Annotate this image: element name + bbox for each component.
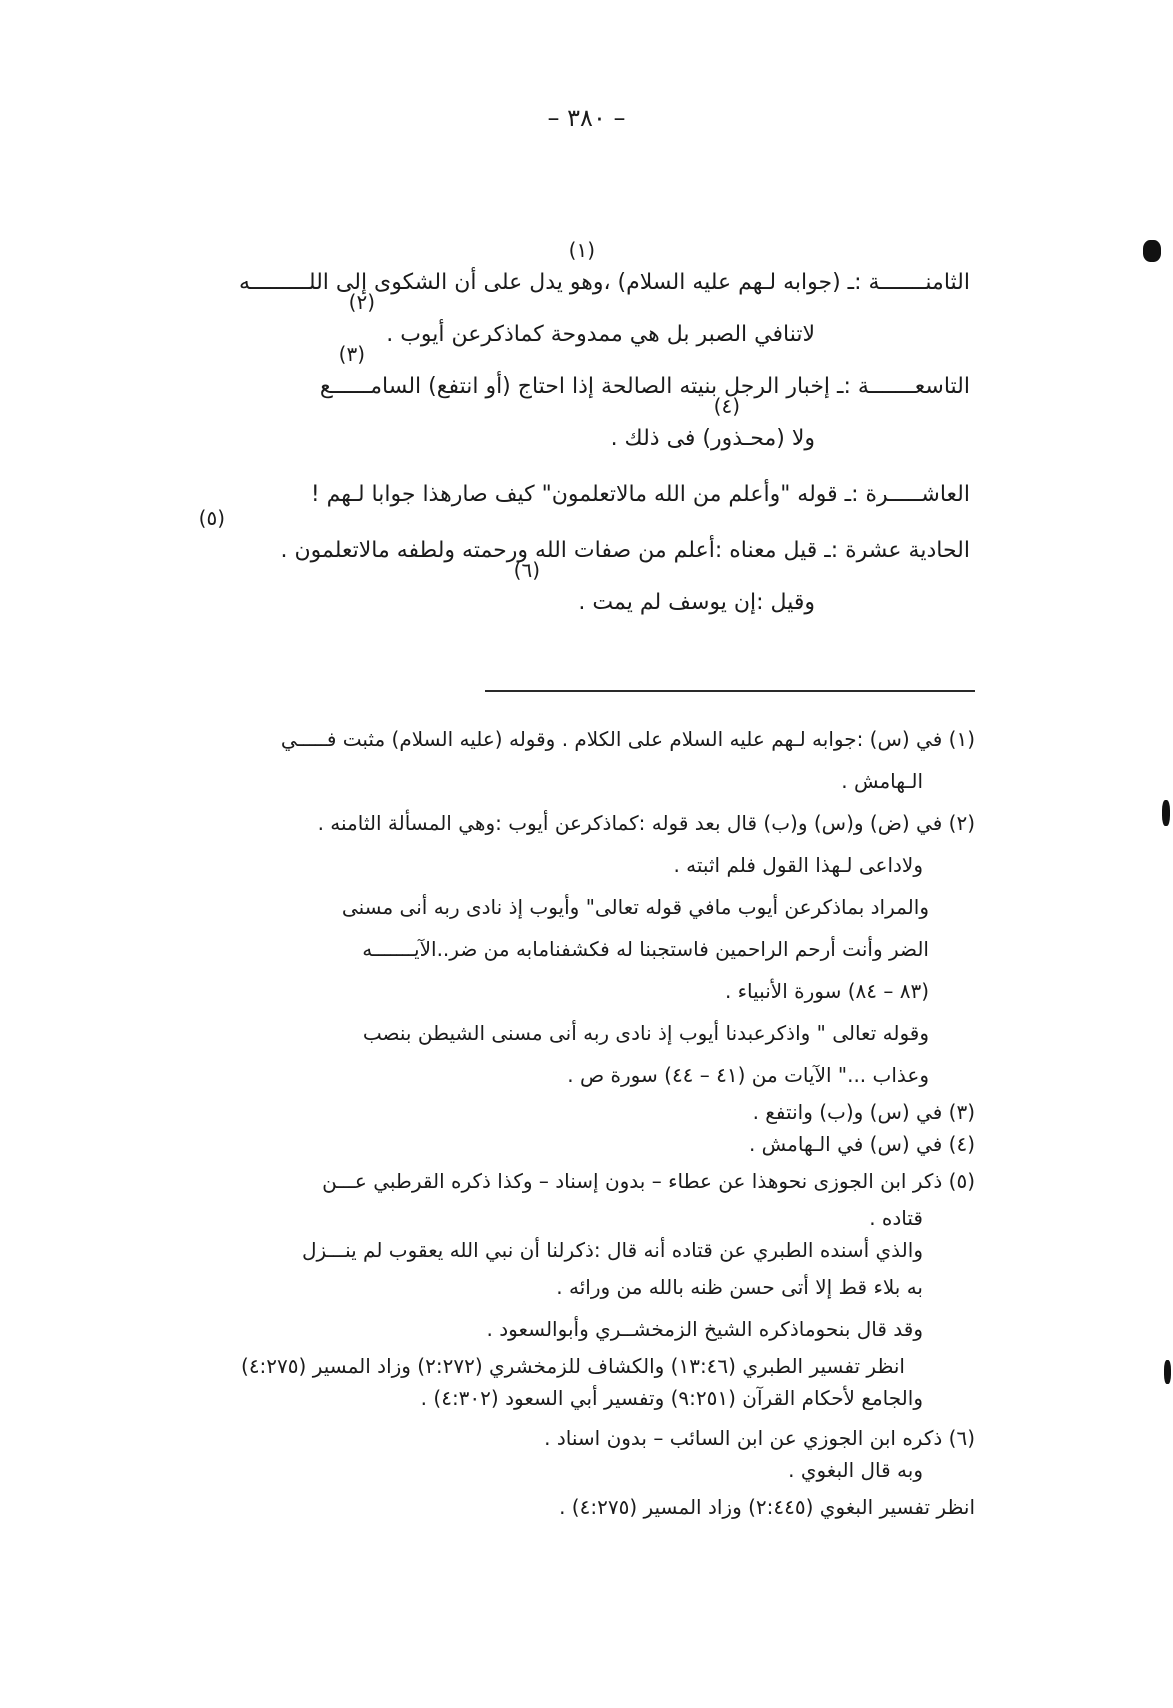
footnote-6-cont: وبه قال البغوي . — [788, 1458, 923, 1482]
scan-mark — [1143, 240, 1161, 262]
footnote-2-verse2: وقوله تعالى " واذكرعبدنا أيوب إذ نادى ربه أنى مسنى الشيطن بنصب — [362, 1021, 929, 1045]
footnote-ref: (٥) — [198, 506, 225, 530]
footnote-2: (٢) في (ض) و(س) و(ب) قال بعد قوله :كماذكرعن أيوب :وهي المسألة الثامنه . — [317, 811, 975, 835]
footnote-5-refs: انظر تفسير الطبري (١٣:٤٦) والكشاف للزمخشري (٢:٢٧٢) وزاد المسير (٤:٢٧٥) — [241, 1354, 905, 1378]
footnote-ref: (٦) — [513, 558, 540, 582]
issue-eighth-text: الثامنـــــــة :ـ (جوابه لـهم عليه السلام) ،وهو يدل على أن الشكوى إلى اللـــــــــه — [239, 270, 970, 295]
footnote-2-verse2-ref: وعذاب ..." الآيات من (٤١ – ٤٤) سورة ص . — [567, 1063, 929, 1087]
footnote-2-cont: ولاداعى لـهذا القول فلم اثبته . — [673, 853, 923, 877]
footnote-ref: (٤) — [713, 394, 740, 418]
issue-ninth-text: التاسعـــــــة :ـ إخبار الرجل بنيته الصالحة إذا احتاج (أو انتفع) السامــــــع — [319, 374, 970, 399]
issue-eleventh-text: الحادية عشرة :ـ قيل معناه :أعلم من صفات الله ورحمته ولطفه مالاتعلمون . — [280, 538, 970, 563]
footnotes — [125, 718, 975, 1528]
footnote-2-verse-cont: الضر وأنت أرحم الراحمين فاستجبنا له فكشفنامابه من ضر..الآيـــــــه — [362, 937, 929, 961]
footnote-3: (٣) في (س) و(ب) وانتفع . — [752, 1100, 975, 1124]
page-number: – ٣٨٠ – — [547, 104, 626, 132]
issue-ninth-cont-text: ولا (محـذور) فى ذلك . — [610, 426, 815, 451]
footnote-divider — [485, 690, 975, 692]
footnote-5-remark: وقد قال بنحوماذكره الشيخ الزمخشــري وأبوالسعود . — [486, 1317, 923, 1341]
footnote-5-cont: قتاده . — [869, 1206, 923, 1230]
issue-tenth-text: العاشـــــرة :ـ قوله "وأعلم من الله مالاتعلمون" كيف صارهذا جوابا لـهم ! — [310, 482, 970, 507]
footnote-1: (١) في (س) :جوابه لـهم عليه السلام على الكلام . وقوله (عليه السلام) مثبت فـــــي — [280, 727, 975, 751]
footnote-2-verse: والمراد بماذكرعن أيوب مافي قوله تعالى" وأيوب إذ نادى ربه أنى مسنى — [341, 895, 929, 919]
footnote-4: (٤) في (س) في الـهامش . — [748, 1132, 975, 1156]
issue-eighth-cont — [140, 290, 970, 350]
issue-eighth-cont-text: لاتنافي الصبر بل هي ممدوحة كماذكرعن أيوب . — [386, 322, 815, 347]
footnote-5: (٥) ذكر ابن الجوزى نحوهذا عن عطاء – بدون إسناد – وكذا ذكره القرطبي عـــن — [322, 1169, 975, 1193]
scan-mark — [1162, 800, 1170, 826]
footnote-2-verse-ref: (٨٣ – ٨٤) سورة الأنبياء . — [724, 979, 929, 1003]
footnote-5-source: والذي أسنده الطبري عن قتاده أنه قال :ذكرلنا أن نبي الله يعقوب لم ينـــزل — [301, 1238, 923, 1262]
issue-ninth — [140, 342, 970, 402]
scan-mark — [1164, 1360, 1171, 1384]
issue-eleventh-cont — [140, 558, 970, 618]
footnote-5-source-cont: به بلاء قط إلا أتى حسن ظنه بالله من ورائه . — [556, 1275, 923, 1299]
main-text — [140, 238, 970, 618]
issue-eighth — [140, 238, 970, 298]
footnote-1-cont: الـهامش . — [841, 769, 923, 793]
footnote-5-refs-cont: والجامع لأحكام القرآن (٩:٢٥١) وتفسير أبي السعود (٤:٣٠٢) . — [420, 1386, 923, 1410]
footnote-6: (٦) ذكره ابن الجوزي عن ابن السائب – بدون اسناد . — [544, 1426, 975, 1450]
footnote-6-refs: انظر تفسير البغوي (٢:٤٤٥) وزاد المسير (٤:٢٧٥) . — [559, 1495, 975, 1519]
issue-tenth — [140, 480, 970, 510]
footnote-ref: (١) — [568, 238, 595, 262]
footnote-ref: (٣) — [338, 342, 365, 366]
issue-eleventh — [140, 506, 970, 566]
issue-ninth-cont — [140, 394, 970, 454]
issue-eleventh-cont-text: وقيل :إن يوسف لم يمت . — [578, 590, 815, 615]
footnote-ref: (٢) — [348, 290, 375, 314]
